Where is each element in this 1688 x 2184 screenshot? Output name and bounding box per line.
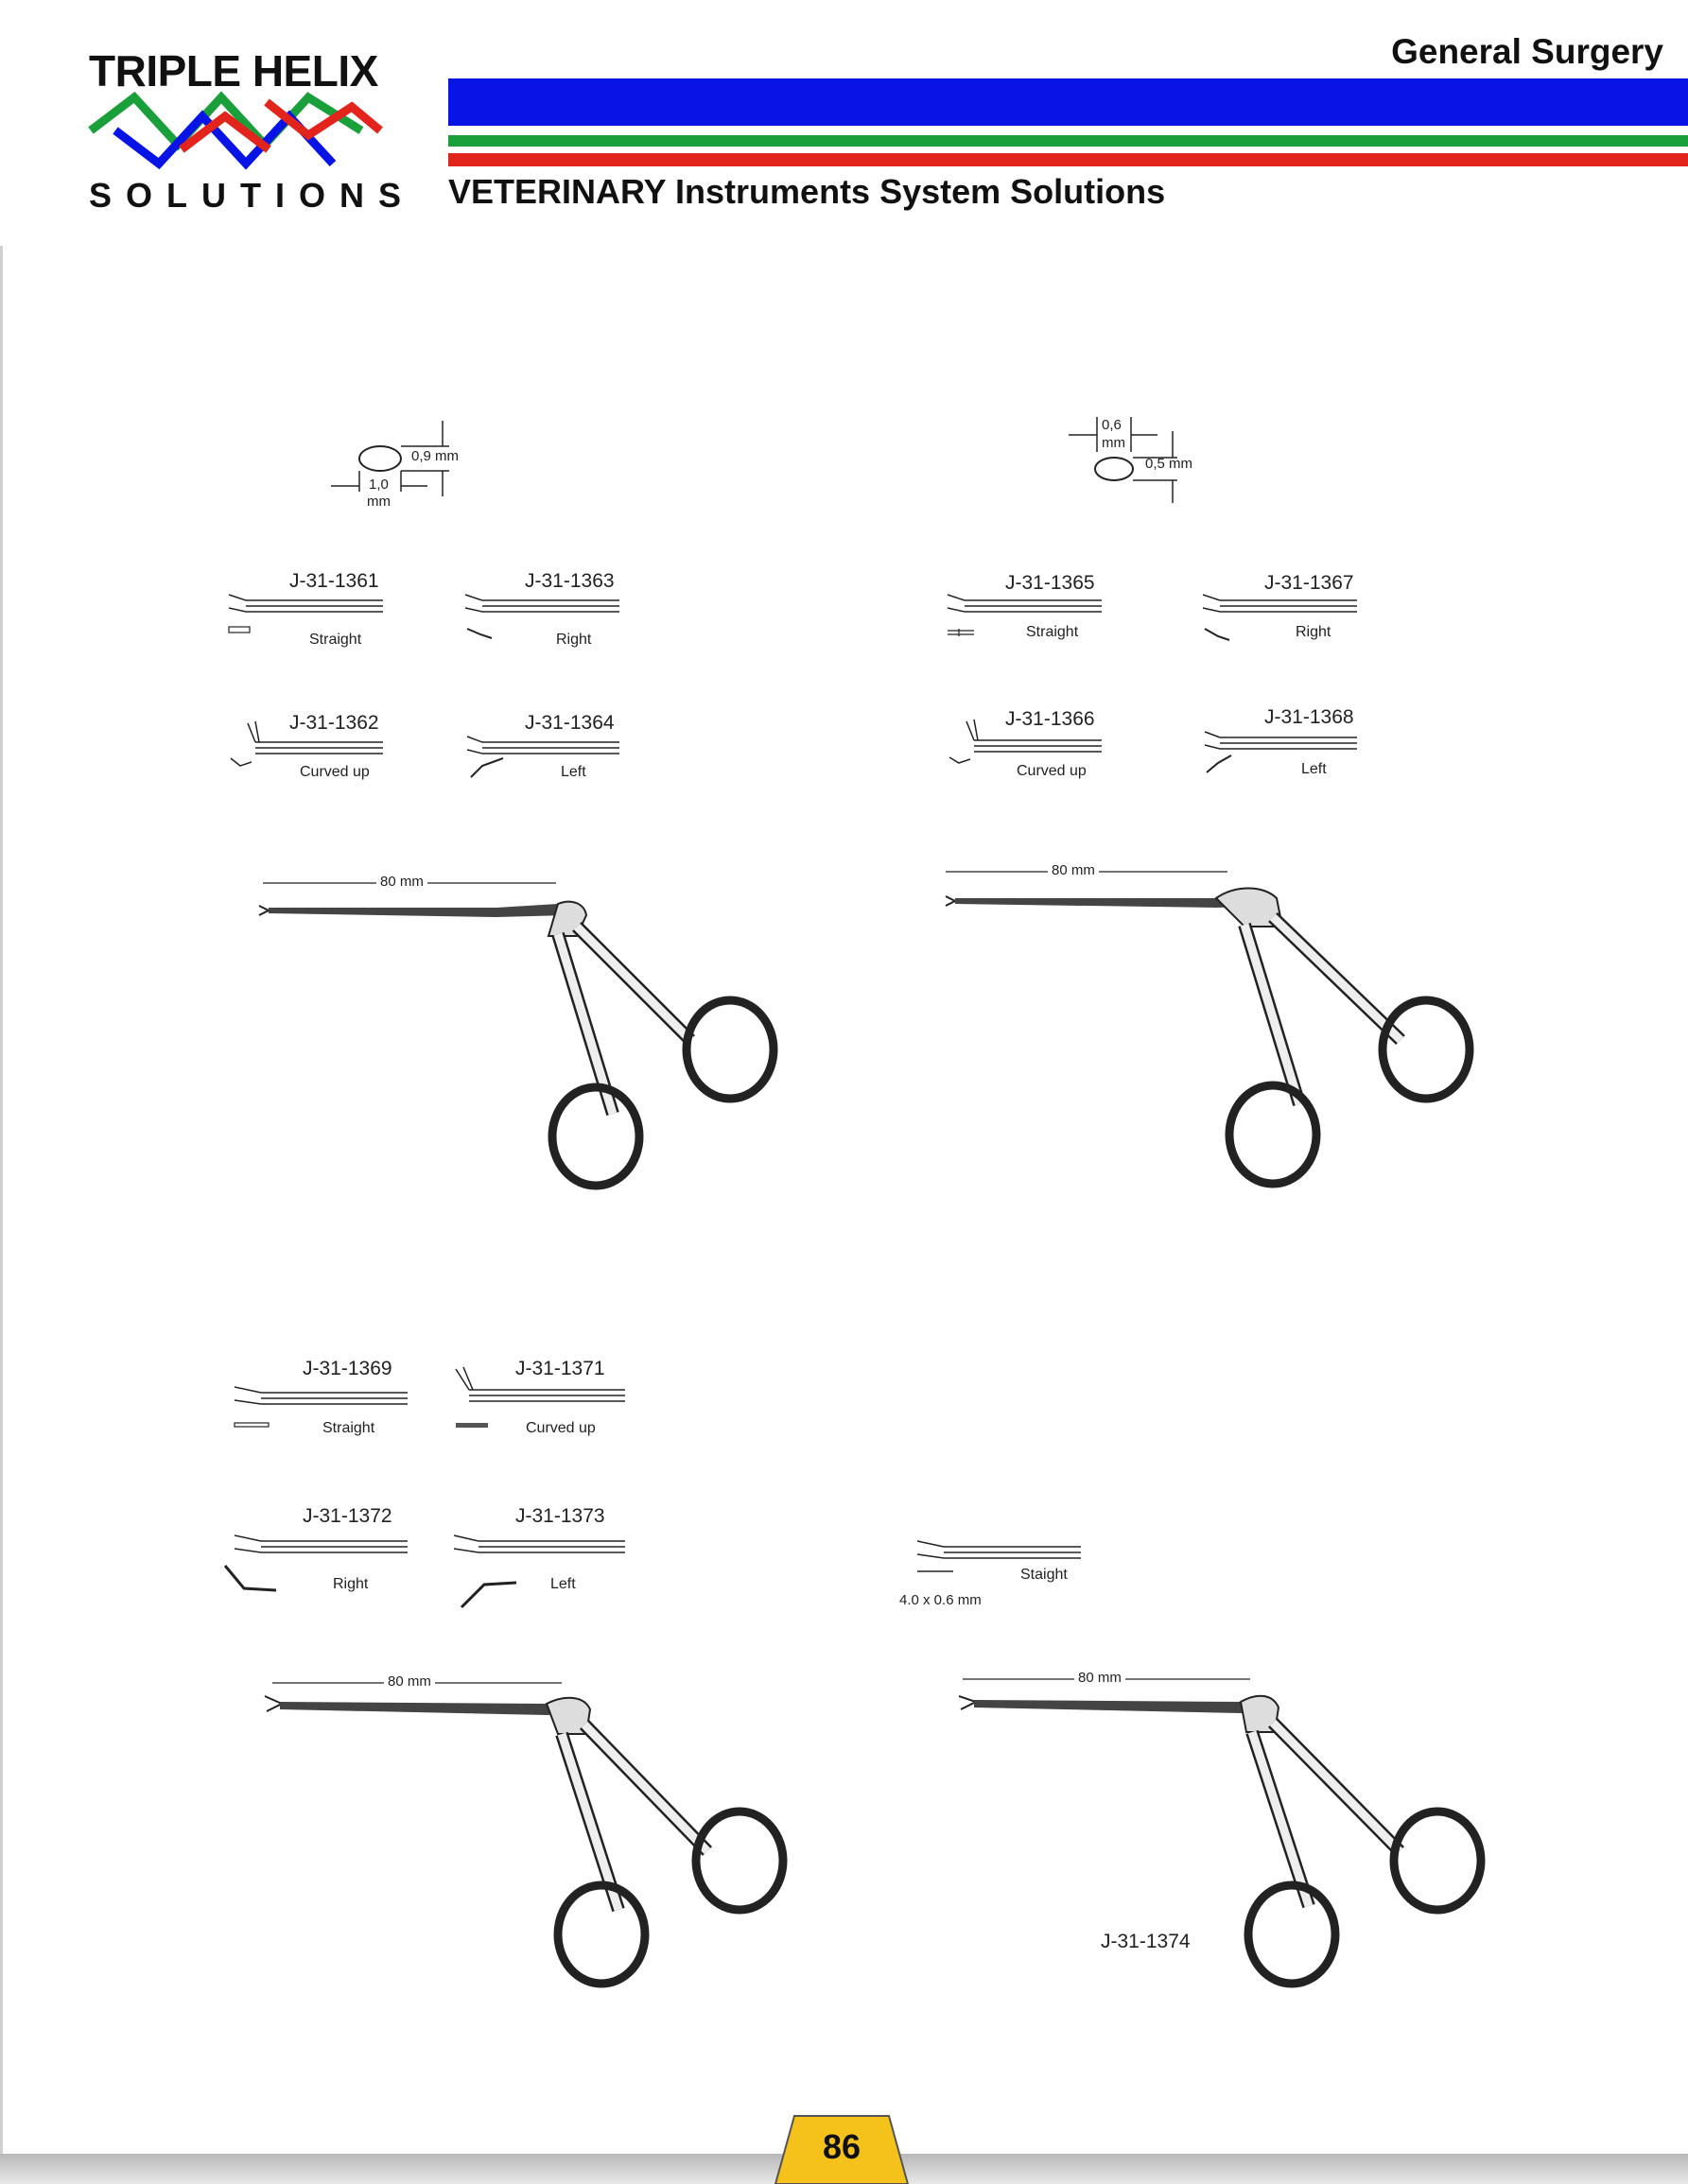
product-code: J-31-1374: [1101, 1931, 1191, 1952]
length-label: 80 mm: [376, 874, 427, 890]
left-tip-icon: [450, 1522, 630, 1598]
product-code: J-31-1367: [1264, 572, 1354, 594]
forceps-illustration: [957, 1664, 1496, 1985]
forceps-illustration: [942, 860, 1490, 1191]
page-frame: [0, 246, 3, 2156]
forceps-illustration: [263, 1668, 792, 1989]
right-tip-icon: [463, 591, 624, 648]
logo-subtitle: SOLUTIONS: [89, 176, 416, 215]
dimension-label: 0,5 mm: [1145, 456, 1193, 472]
dimension-label: 0,9 mm: [411, 448, 460, 464]
product-code: J-31-1373: [515, 1505, 605, 1527]
product-code: J-31-1371: [515, 1358, 605, 1379]
variant-label: Right: [1296, 624, 1331, 640]
product-code: J-31-1366: [1005, 708, 1095, 730]
straight-tip-icon: [227, 591, 388, 638]
dimension-unit: mm: [1102, 435, 1125, 451]
blue-bar: [448, 78, 1688, 126]
product-code: J-31-1365: [1005, 572, 1095, 594]
right-tip-icon: [223, 1522, 412, 1598]
variant-label: Left: [561, 764, 586, 780]
variant-label: Curved up: [526, 1420, 596, 1436]
product-code: J-31-1362: [289, 712, 379, 734]
page-number: 86: [822, 2127, 861, 2166]
dimension-label: 0,6: [1102, 417, 1122, 433]
tip-cross-section-diagram: [1059, 412, 1229, 507]
length-label: 80 mm: [1048, 862, 1099, 878]
variant-label: Right: [333, 1576, 369, 1592]
red-bar: [448, 153, 1688, 166]
variant-label: Straight: [1026, 624, 1079, 640]
forceps-illustration: [255, 870, 785, 1191]
left-tip-icon: [1201, 723, 1362, 780]
dimension-label: 1,0: [369, 477, 389, 493]
left-tip-icon: [463, 728, 624, 785]
variant-label: Straight: [309, 632, 362, 648]
product-code: J-31-1364: [525, 712, 615, 734]
product-code: J-31-1368: [1264, 706, 1354, 728]
tagline: VETERINARY Instruments System Solutions: [448, 172, 1166, 211]
product-code: J-31-1369: [303, 1358, 392, 1379]
variant-label: Curved up: [300, 764, 370, 780]
section-title: General Surgery: [1391, 32, 1663, 71]
variant-label: Staight: [1020, 1567, 1068, 1583]
size-label: 4.0 x 0.6 mm: [899, 1592, 982, 1608]
variant-label: Left: [550, 1576, 576, 1592]
variant-label: Left: [1301, 761, 1327, 777]
curved-up-tip-icon: [946, 714, 1106, 771]
product-code: J-31-1372: [303, 1505, 392, 1527]
helix-logo-icon: [87, 93, 390, 168]
logo-title: TRIPLE HELIX: [89, 46, 378, 95]
right-tip-icon: [1201, 591, 1362, 648]
length-label: 80 mm: [1074, 1670, 1125, 1686]
variant-label: Right: [556, 632, 592, 648]
green-bar: [448, 135, 1688, 147]
product-code: J-31-1361: [289, 570, 379, 592]
tip-cross-section-diagram: [322, 416, 492, 511]
variant-label: Curved up: [1017, 763, 1087, 779]
length-label: 80 mm: [384, 1673, 435, 1690]
variant-label: Straight: [322, 1420, 375, 1436]
dimension-unit: mm: [367, 494, 391, 510]
product-code: J-31-1363: [525, 570, 615, 592]
